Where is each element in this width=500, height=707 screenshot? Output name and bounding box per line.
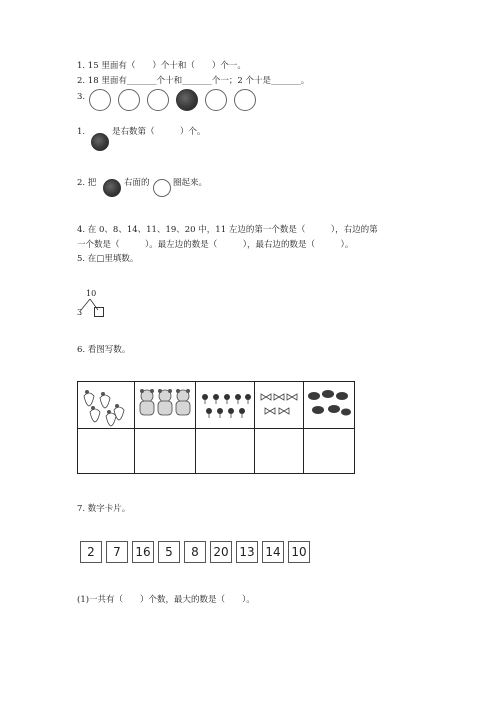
question-3-sub2-mid: 右面的 <box>124 178 150 188</box>
number-cards <box>80 541 314 563</box>
number-card: 13 <box>236 541 258 563</box>
number-card: 5 <box>158 541 180 563</box>
picture-cell <box>196 382 255 429</box>
question-7-sub-1: (1)一共有（ ）个数，最大的数是（ ）。 <box>77 595 255 605</box>
number-card: 16 <box>132 541 154 563</box>
answer-cell[interactable] <box>304 429 355 474</box>
question-4-line-2: 一个数是（ ）。最左边的数是（ ），最右边的数是（ ）。 <box>77 240 354 250</box>
answer-cell[interactable] <box>135 429 196 474</box>
question-4-line-1: 4. 在 0、8、14、11、19、20 中，11 左边的第一个数是（ ），右边的第 <box>77 225 378 235</box>
picture-table <box>77 381 355 474</box>
circle-icon <box>118 89 140 111</box>
picture-cell <box>255 382 304 429</box>
hedgehog-icon <box>304 382 354 428</box>
number-card: 14 <box>262 541 284 563</box>
circle-icon <box>89 89 111 111</box>
question-3-sub1-number: 1. <box>77 127 86 137</box>
question-7: 7. 数字卡片。 <box>77 504 131 514</box>
question-5: 5. 在□里填数。 <box>77 254 139 264</box>
butterfly-icon <box>255 382 303 428</box>
question-6: 6. 看图写数。 <box>77 345 131 355</box>
split-total: 10 <box>86 289 97 298</box>
bear-icon <box>135 382 195 428</box>
number-card: 7 <box>106 541 128 563</box>
number-card: 2 <box>80 541 102 563</box>
split-part-given: 3 <box>77 308 83 317</box>
answer-cell[interactable] <box>196 429 255 474</box>
number-card: 8 <box>184 541 206 563</box>
strawberry-icon <box>78 382 134 428</box>
picture-cell <box>135 382 196 429</box>
question-3-sub1-text: 是右数第（ ）个。 <box>112 127 206 137</box>
question-1: 1. 15 里面有（ ）个十和（ ）个一。 <box>77 61 246 71</box>
circle-icon <box>234 89 256 111</box>
dark-circle-icon <box>103 179 121 197</box>
circle-icon <box>153 179 171 197</box>
question-3-sub2-suffix: 圈起来。 <box>173 178 208 188</box>
dark-circle-icon <box>176 89 198 111</box>
circle-icon <box>147 89 169 111</box>
question-2: 2. 18 里面有_______个十和_______个一；2 个十是_______。 <box>77 76 310 86</box>
flower-icon <box>196 382 254 428</box>
number-card: 10 <box>288 541 310 563</box>
answer-cell[interactable] <box>255 429 304 474</box>
answer-box[interactable] <box>94 307 104 317</box>
answer-cell[interactable] <box>78 429 135 474</box>
picture-cell <box>304 382 355 429</box>
dark-circle-icon <box>91 133 109 151</box>
question-3-label: 3. <box>77 92 86 102</box>
question-3-sub2-prefix: 2. 把 <box>77 178 97 188</box>
number-card: 20 <box>210 541 232 563</box>
circle-icon <box>205 89 227 111</box>
picture-cell <box>78 382 135 429</box>
